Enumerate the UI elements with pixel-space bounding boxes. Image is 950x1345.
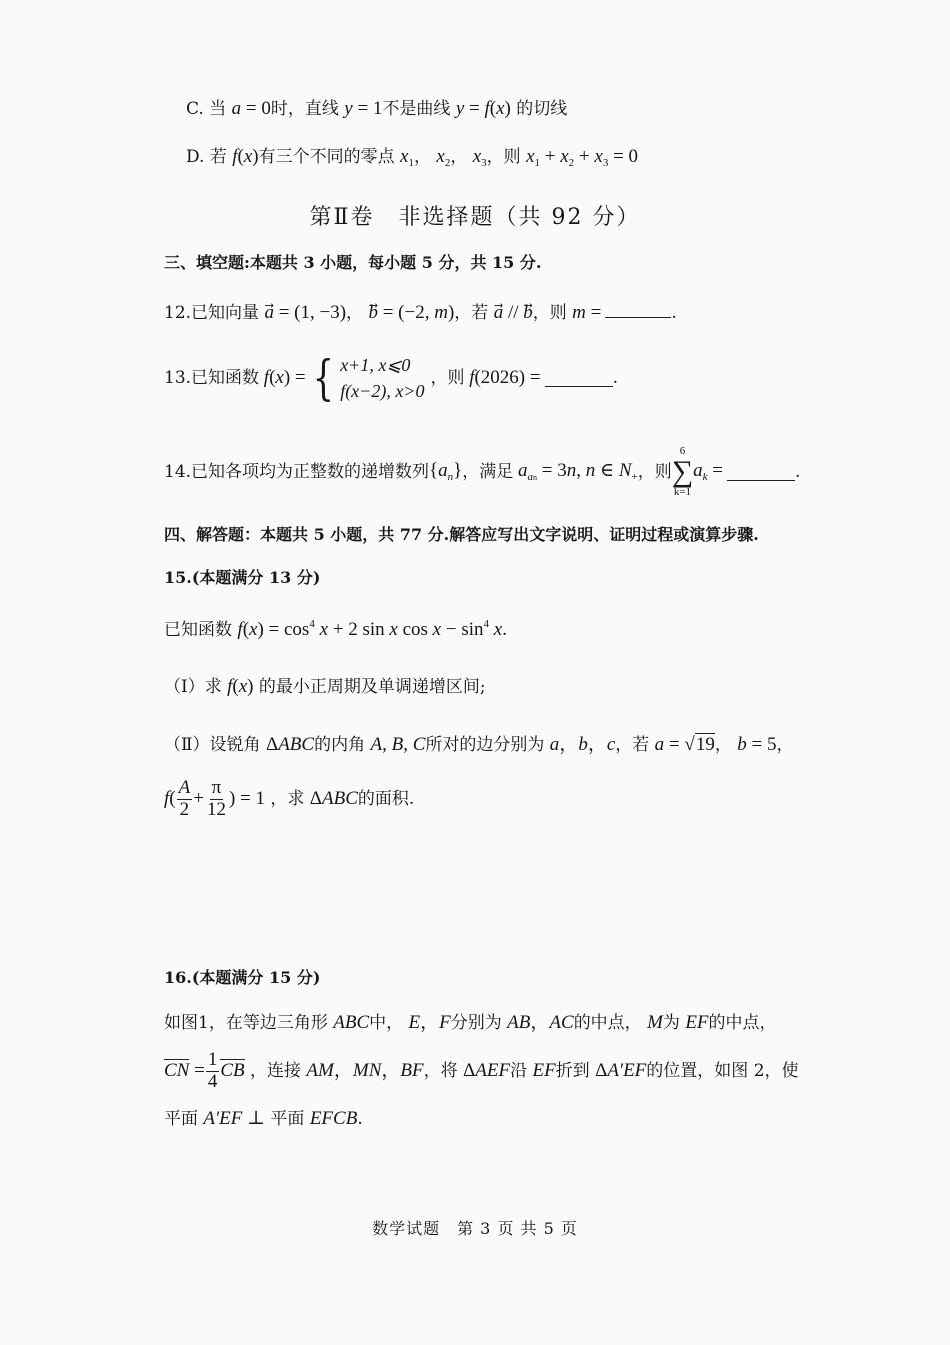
q15-part2-cont: f ( $\frac{A}{2}$ + $\frac{\pi}{12}$ ) = 1 ，求 ΔABC的面积. bbox=[164, 777, 415, 820]
part4-heading: 四、解答题：本题共 5 小题，共 77 分.解答应写出文字说明、证明过程或演算步骤. bbox=[164, 525, 759, 544]
q15-heading: 15.(本题满分 13 分) bbox=[164, 568, 321, 587]
q15-part1: （Ⅰ）求 f(x) 的最小正周期及单调递增区间; bbox=[164, 676, 486, 697]
q16-line1: 如图1，在等边三角形 ABC中， E，F分别为 AB，AC的中点， M为 EF的中点， bbox=[164, 1012, 777, 1033]
q15-part2: （Ⅱ）设锐角 ΔABC的内角 A, B, C所对的边分别为 a，b，c，若 a = √19， b = 5， bbox=[164, 734, 794, 755]
q16-heading: 16.(本题满分 15 分) bbox=[164, 968, 321, 987]
option-label: C. bbox=[186, 99, 204, 119]
section-title: 第Ⅱ卷 非选择题（共 92 分） bbox=[309, 205, 641, 230]
q15-function: 已知函数 $f(x) = \cos^4 x + 2$ sin x $\cos x - \sin^4 x$. bbox=[164, 618, 507, 640]
answer-blank[interactable] bbox=[545, 385, 613, 387]
option-d: D. 若 f(x)有三个不同的零点 $x_1$， $x_2$， $x_3$，则 $x_1 + x_2 + x_3 = 0$ bbox=[186, 146, 639, 169]
option-c: C. 当 a = 0时，直线 y = 1不是曲线 y = f(x) 的切线 bbox=[186, 98, 568, 119]
q16-line2: CN = $\frac{1}{4}$ CB ，连接 AM，MN，BF，将 ΔAEF沿 EF折到 ΔA′EF的位置，如图 2，使 bbox=[164, 1049, 799, 1092]
page-footer: 数学试题 第 3 页 共 5 页 bbox=[372, 1219, 578, 1238]
answer-blank[interactable] bbox=[727, 479, 795, 481]
answer-blank[interactable] bbox=[605, 316, 671, 318]
q16-line3: 平面 A′EF ⊥ 平面 EFCB. bbox=[164, 1108, 363, 1129]
question-13: 13. 已知函数 f(x) = { x+1, x⩽0 f(x−2), x>0 ，则 f(2026) = . bbox=[164, 350, 619, 407]
question-12: 12.已知向量 a⃗ = (1, −3)， b⃗ = (−2, m)，若 a⃗ // b，则 m = . bbox=[164, 302, 677, 323]
part3-heading: 三、填空题:本题共 3 小题，每小题 5 分，共 15 分. bbox=[164, 253, 542, 272]
question-14: 14. 已知各项均为正整数的递增数列 $\{a_n\}$ ，满足 $a_{an} = 3n$, n ∈ $N_+$ ，则 6 ∑ k=1 $a_k$ = . bbox=[164, 445, 801, 498]
option-label: D. bbox=[186, 147, 205, 167]
